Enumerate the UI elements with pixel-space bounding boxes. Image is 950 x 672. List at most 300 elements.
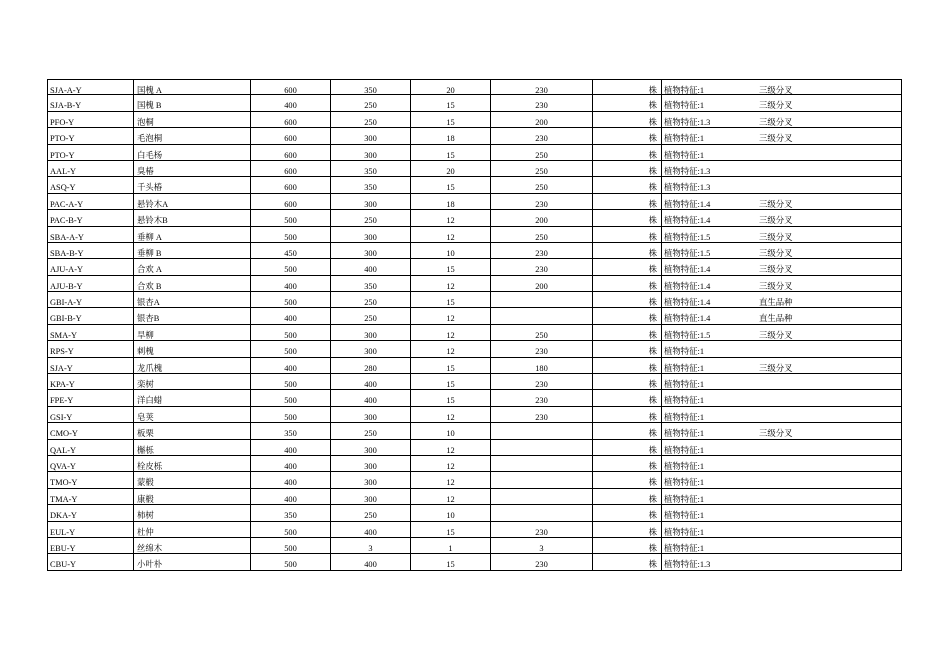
unit-cell: 株: [592, 325, 661, 340]
feature-cell: 植物特征:1: [661, 128, 759, 143]
crown-cell: 250: [330, 308, 410, 323]
unit-cell: 株: [592, 95, 661, 110]
diameter-cell: 20: [410, 161, 490, 176]
crown-cell: 400: [330, 374, 410, 389]
table-row: [47, 145, 902, 161]
name-cell: 白毛杨: [133, 145, 250, 160]
remark-cell: 三级分叉: [759, 358, 902, 373]
height-cell: 350: [250, 423, 330, 438]
code-cell: CMO-Y: [47, 423, 133, 438]
diameter-cell: 12: [410, 227, 490, 242]
code-cell: EBU-Y: [47, 538, 133, 553]
remark-cell: [759, 456, 902, 471]
height-cell: 600: [250, 194, 330, 209]
crown-cell: 300: [330, 243, 410, 258]
crown-cell: 300: [330, 145, 410, 160]
unit-cell: 株: [592, 227, 661, 242]
branch-height-cell: 250: [490, 177, 592, 192]
code-cell: SJA-B-Y: [47, 95, 133, 110]
height-cell: 450: [250, 243, 330, 258]
diameter-cell: 12: [410, 456, 490, 471]
height-cell: 500: [250, 259, 330, 274]
name-cell: 皂荚: [133, 407, 250, 422]
unit-cell: 株: [592, 374, 661, 389]
branch-height-cell: [490, 308, 592, 323]
feature-cell: 植物特征:1: [661, 374, 759, 389]
code-cell: PTO-Y: [47, 128, 133, 143]
name-cell: 国槐 B: [133, 95, 250, 110]
remark-cell: [759, 177, 902, 192]
height-cell: 600: [250, 161, 330, 176]
code-cell: AJU-A-Y: [47, 259, 133, 274]
height-cell: 500: [250, 374, 330, 389]
remark-cell: [759, 472, 902, 487]
feature-cell: 植物特征:1.4: [661, 276, 759, 291]
crown-cell: 300: [330, 472, 410, 487]
crown-cell: 250: [330, 112, 410, 127]
remark-cell: 三级分叉: [759, 95, 902, 110]
branch-height-cell: 230: [490, 194, 592, 209]
branch-height-cell: 230: [490, 341, 592, 356]
diameter-cell: 12: [410, 489, 490, 504]
feature-cell: 植物特征:1.5: [661, 227, 759, 242]
crown-cell: 350: [330, 161, 410, 176]
table-row: [47, 112, 902, 128]
crown-cell: 350: [330, 177, 410, 192]
code-cell: SJA-A-Y: [47, 80, 133, 94]
table-row: [47, 505, 902, 521]
code-cell: PAC-B-Y: [47, 210, 133, 225]
unit-cell: 株: [592, 161, 661, 176]
remark-cell: 三级分叉: [759, 259, 902, 274]
remark-cell: [759, 341, 902, 356]
remark-cell: [759, 161, 902, 176]
name-cell: 小叶朴: [133, 554, 250, 569]
table-row: [47, 374, 902, 390]
table-row: [47, 325, 902, 341]
feature-cell: 植物特征:1: [661, 456, 759, 471]
branch-height-cell: 230: [490, 390, 592, 405]
unit-cell: 株: [592, 489, 661, 504]
crown-cell: 300: [330, 194, 410, 209]
name-cell: 泡桐: [133, 112, 250, 127]
remark-cell: 三级分叉: [759, 325, 902, 340]
feature-cell: 植物特征:1: [661, 522, 759, 537]
feature-cell: 植物特征:1: [661, 505, 759, 520]
table-row: [47, 161, 902, 177]
diameter-cell: 15: [410, 390, 490, 405]
height-cell: 500: [250, 292, 330, 307]
diameter-cell: 12: [410, 210, 490, 225]
code-cell: PAC-A-Y: [47, 194, 133, 209]
code-cell: GBI-A-Y: [47, 292, 133, 307]
remark-cell: 三级分叉: [759, 227, 902, 242]
unit-cell: 株: [592, 128, 661, 143]
feature-cell: 植物特征:1: [661, 440, 759, 455]
crown-cell: 400: [330, 522, 410, 537]
code-cell: CBU-Y: [47, 554, 133, 569]
name-cell: 银杏B: [133, 308, 250, 323]
code-cell: TMA-Y: [47, 489, 133, 504]
branch-height-cell: 230: [490, 243, 592, 258]
name-cell: 康椴: [133, 489, 250, 504]
unit-cell: 株: [592, 276, 661, 291]
remark-cell: [759, 554, 902, 569]
code-cell: SBA-A-Y: [47, 227, 133, 242]
name-cell: 刺槐: [133, 341, 250, 356]
name-cell: 悬铃木B: [133, 210, 250, 225]
feature-cell: 植物特征:1: [661, 390, 759, 405]
table-row: [47, 95, 902, 111]
name-cell: 杜仲: [133, 522, 250, 537]
table-row: [47, 292, 902, 308]
code-cell: FPE-Y: [47, 390, 133, 405]
diameter-cell: 15: [410, 95, 490, 110]
height-cell: 400: [250, 276, 330, 291]
height-cell: 400: [250, 472, 330, 487]
crown-cell: 400: [330, 390, 410, 405]
table-row: [47, 554, 902, 570]
name-cell: 国槐 A: [133, 80, 250, 94]
unit-cell: 株: [592, 456, 661, 471]
branch-height-cell: 250: [490, 325, 592, 340]
code-cell: GSI-Y: [47, 407, 133, 422]
table-row: [47, 308, 902, 324]
crown-cell: 250: [330, 210, 410, 225]
height-cell: 400: [250, 489, 330, 504]
crown-cell: 280: [330, 358, 410, 373]
code-cell: RPS-Y: [47, 341, 133, 356]
table-row: [47, 194, 902, 210]
unit-cell: 株: [592, 440, 661, 455]
table-row: [47, 538, 902, 554]
crown-cell: 300: [330, 489, 410, 504]
crown-cell: 350: [330, 276, 410, 291]
diameter-cell: 15: [410, 374, 490, 389]
branch-height-cell: [490, 292, 592, 307]
height-cell: 600: [250, 145, 330, 160]
remark-cell: [759, 505, 902, 520]
table-row: [47, 423, 902, 439]
branch-height-cell: [490, 505, 592, 520]
crown-cell: 300: [330, 128, 410, 143]
name-cell: 板栗: [133, 423, 250, 438]
table-row: [47, 489, 902, 505]
table-row: [47, 276, 902, 292]
remark-cell: 三级分叉: [759, 194, 902, 209]
crown-cell: 250: [330, 292, 410, 307]
table-row: [47, 407, 902, 423]
branch-height-cell: 250: [490, 145, 592, 160]
table-row: [47, 472, 902, 488]
unit-cell: 株: [592, 145, 661, 160]
height-cell: 600: [250, 128, 330, 143]
branch-height-cell: 230: [490, 554, 592, 569]
branch-height-cell: 250: [490, 227, 592, 242]
crown-cell: 400: [330, 554, 410, 569]
diameter-cell: 20: [410, 80, 490, 94]
table-row: [47, 456, 902, 472]
feature-cell: 植物特征:1.3: [661, 161, 759, 176]
table-row: [47, 227, 902, 243]
name-cell: 槲栎: [133, 440, 250, 455]
remark-cell: [759, 145, 902, 160]
feature-cell: 植物特征:1: [661, 538, 759, 553]
table-row: [47, 210, 902, 226]
unit-cell: 株: [592, 538, 661, 553]
name-cell: 柿树: [133, 505, 250, 520]
code-cell: SJA-Y: [47, 358, 133, 373]
feature-cell: 植物特征:1.4: [661, 259, 759, 274]
unit-cell: 株: [592, 505, 661, 520]
diameter-cell: 15: [410, 112, 490, 127]
diameter-cell: 15: [410, 145, 490, 160]
crown-cell: 300: [330, 440, 410, 455]
feature-cell: 植物特征:1: [661, 95, 759, 110]
code-cell: AAL-Y: [47, 161, 133, 176]
height-cell: 500: [250, 210, 330, 225]
height-cell: 600: [250, 177, 330, 192]
crown-cell: 400: [330, 259, 410, 274]
feature-cell: 植物特征:1.3: [661, 112, 759, 127]
feature-cell: 植物特征:1.4: [661, 210, 759, 225]
branch-height-cell: 200: [490, 276, 592, 291]
name-cell: 栓皮栎: [133, 456, 250, 471]
height-cell: 400: [250, 95, 330, 110]
remark-cell: 三级分叉: [759, 243, 902, 258]
name-cell: 旱柳: [133, 325, 250, 340]
height-cell: 500: [250, 522, 330, 537]
crown-cell: 350: [330, 80, 410, 94]
feature-cell: 植物特征:1.4: [661, 308, 759, 323]
unit-cell: 株: [592, 390, 661, 405]
crown-cell: 3: [330, 538, 410, 553]
branch-height-cell: 230: [490, 374, 592, 389]
diameter-cell: 15: [410, 177, 490, 192]
height-cell: 400: [250, 456, 330, 471]
unit-cell: 株: [592, 80, 661, 94]
remark-cell: 三级分叉: [759, 112, 902, 127]
table-row: [47, 522, 902, 538]
remark-cell: 三级分叉: [759, 276, 902, 291]
code-cell: PFO-Y: [47, 112, 133, 127]
plant-spec-table: [47, 79, 902, 571]
name-cell: 龙爪槐: [133, 358, 250, 373]
remark-cell: 直生品种: [759, 308, 902, 323]
diameter-cell: 12: [410, 341, 490, 356]
crown-cell: 300: [330, 407, 410, 422]
table-row: [47, 177, 902, 193]
unit-cell: 株: [592, 259, 661, 274]
unit-cell: 株: [592, 308, 661, 323]
height-cell: 500: [250, 227, 330, 242]
unit-cell: 株: [592, 472, 661, 487]
branch-height-cell: 230: [490, 80, 592, 94]
branch-height-cell: [490, 423, 592, 438]
height-cell: 500: [250, 341, 330, 356]
height-cell: 350: [250, 505, 330, 520]
feature-cell: 植物特征:1: [661, 341, 759, 356]
unit-cell: 株: [592, 177, 661, 192]
diameter-cell: 12: [410, 472, 490, 487]
table-row: [47, 358, 902, 374]
table-row: [47, 440, 902, 456]
name-cell: 合欢 A: [133, 259, 250, 274]
remark-cell: [759, 390, 902, 405]
feature-cell: 植物特征:1: [661, 80, 759, 94]
crown-cell: 300: [330, 341, 410, 356]
unit-cell: 株: [592, 112, 661, 127]
feature-cell: 植物特征:1.3: [661, 554, 759, 569]
branch-height-cell: [490, 456, 592, 471]
remark-cell: [759, 407, 902, 422]
feature-cell: 植物特征:1: [661, 489, 759, 504]
code-cell: SBA-B-Y: [47, 243, 133, 258]
name-cell: 毛泡桐: [133, 128, 250, 143]
remark-cell: [759, 440, 902, 455]
crown-cell: 300: [330, 227, 410, 242]
unit-cell: 株: [592, 522, 661, 537]
diameter-cell: 12: [410, 407, 490, 422]
remark-cell: 三级分叉: [759, 80, 902, 94]
branch-height-cell: 180: [490, 358, 592, 373]
crown-cell: 250: [330, 423, 410, 438]
table-row: [47, 79, 902, 95]
height-cell: 500: [250, 538, 330, 553]
remark-cell: 直生品种: [759, 292, 902, 307]
height-cell: 500: [250, 390, 330, 405]
unit-cell: 株: [592, 194, 661, 209]
name-cell: 千头椿: [133, 177, 250, 192]
remark-cell: 三级分叉: [759, 210, 902, 225]
code-cell: QAL-Y: [47, 440, 133, 455]
diameter-cell: 1: [410, 538, 490, 553]
remark-cell: 三级分叉: [759, 128, 902, 143]
name-cell: 洋白蜡: [133, 390, 250, 405]
diameter-cell: 10: [410, 423, 490, 438]
unit-cell: 株: [592, 423, 661, 438]
height-cell: 600: [250, 80, 330, 94]
diameter-cell: 10: [410, 243, 490, 258]
diameter-cell: 15: [410, 292, 490, 307]
code-cell: PTO-Y: [47, 145, 133, 160]
code-cell: EUL-Y: [47, 522, 133, 537]
unit-cell: 株: [592, 210, 661, 225]
remark-cell: [759, 538, 902, 553]
height-cell: 500: [250, 554, 330, 569]
name-cell: 臭椿: [133, 161, 250, 176]
feature-cell: 植物特征:1: [661, 358, 759, 373]
table-row: [47, 341, 902, 357]
table-row: [47, 259, 902, 275]
branch-height-cell: [490, 489, 592, 504]
name-cell: 合欢 B: [133, 276, 250, 291]
feature-cell: 植物特征:1.5: [661, 243, 759, 258]
feature-cell: 植物特征:1.5: [661, 325, 759, 340]
height-cell: 400: [250, 308, 330, 323]
table-row: [47, 128, 902, 144]
diameter-cell: 15: [410, 259, 490, 274]
code-cell: SMA-Y: [47, 325, 133, 340]
name-cell: 银杏A: [133, 292, 250, 307]
name-cell: 蒙椴: [133, 472, 250, 487]
branch-height-cell: 200: [490, 112, 592, 127]
diameter-cell: 12: [410, 325, 490, 340]
diameter-cell: 18: [410, 128, 490, 143]
branch-height-cell: 230: [490, 407, 592, 422]
code-cell: KPA-Y: [47, 374, 133, 389]
remark-cell: [759, 522, 902, 537]
crown-cell: 250: [330, 95, 410, 110]
name-cell: 垂柳 B: [133, 243, 250, 258]
branch-height-cell: 230: [490, 259, 592, 274]
feature-cell: 植物特征:1: [661, 145, 759, 160]
diameter-cell: 15: [410, 358, 490, 373]
height-cell: 400: [250, 440, 330, 455]
branch-height-cell: 3: [490, 538, 592, 553]
remark-cell: [759, 374, 902, 389]
branch-height-cell: [490, 472, 592, 487]
diameter-cell: 12: [410, 308, 490, 323]
unit-cell: 株: [592, 554, 661, 569]
branch-height-cell: 230: [490, 95, 592, 110]
height-cell: 500: [250, 325, 330, 340]
branch-height-cell: 200: [490, 210, 592, 225]
crown-cell: 300: [330, 325, 410, 340]
branch-height-cell: 250: [490, 161, 592, 176]
code-cell: GBI-B-Y: [47, 308, 133, 323]
remark-cell: [759, 489, 902, 504]
height-cell: 400: [250, 358, 330, 373]
code-cell: QVA-Y: [47, 456, 133, 471]
unit-cell: 株: [592, 407, 661, 422]
branch-height-cell: [490, 440, 592, 455]
name-cell: 栾树: [133, 374, 250, 389]
height-cell: 500: [250, 407, 330, 422]
remark-cell: 三级分叉: [759, 423, 902, 438]
diameter-cell: 12: [410, 276, 490, 291]
code-cell: DKA-Y: [47, 505, 133, 520]
code-cell: ASQ-Y: [47, 177, 133, 192]
crown-cell: 250: [330, 505, 410, 520]
unit-cell: 株: [592, 341, 661, 356]
feature-cell: 植物特征:1.4: [661, 292, 759, 307]
height-cell: 600: [250, 112, 330, 127]
diameter-cell: 15: [410, 554, 490, 569]
name-cell: 丝绵木: [133, 538, 250, 553]
unit-cell: 株: [592, 292, 661, 307]
feature-cell: 植物特征:1.4: [661, 194, 759, 209]
feature-cell: 植物特征:1: [661, 407, 759, 422]
branch-height-cell: 230: [490, 128, 592, 143]
unit-cell: 株: [592, 243, 661, 258]
feature-cell: 植物特征:1.3: [661, 177, 759, 192]
code-cell: AJU-B-Y: [47, 276, 133, 291]
table-row: [47, 243, 902, 259]
diameter-cell: 12: [410, 440, 490, 455]
branch-height-cell: 230: [490, 522, 592, 537]
feature-cell: 植物特征:1: [661, 472, 759, 487]
unit-cell: 株: [592, 358, 661, 373]
feature-cell: 植物特征:1: [661, 423, 759, 438]
table-row: [47, 390, 902, 406]
crown-cell: 300: [330, 456, 410, 471]
name-cell: 悬铃木A: [133, 194, 250, 209]
diameter-cell: 18: [410, 194, 490, 209]
name-cell: 垂柳 A: [133, 227, 250, 242]
diameter-cell: 15: [410, 522, 490, 537]
code-cell: TMO-Y: [47, 472, 133, 487]
